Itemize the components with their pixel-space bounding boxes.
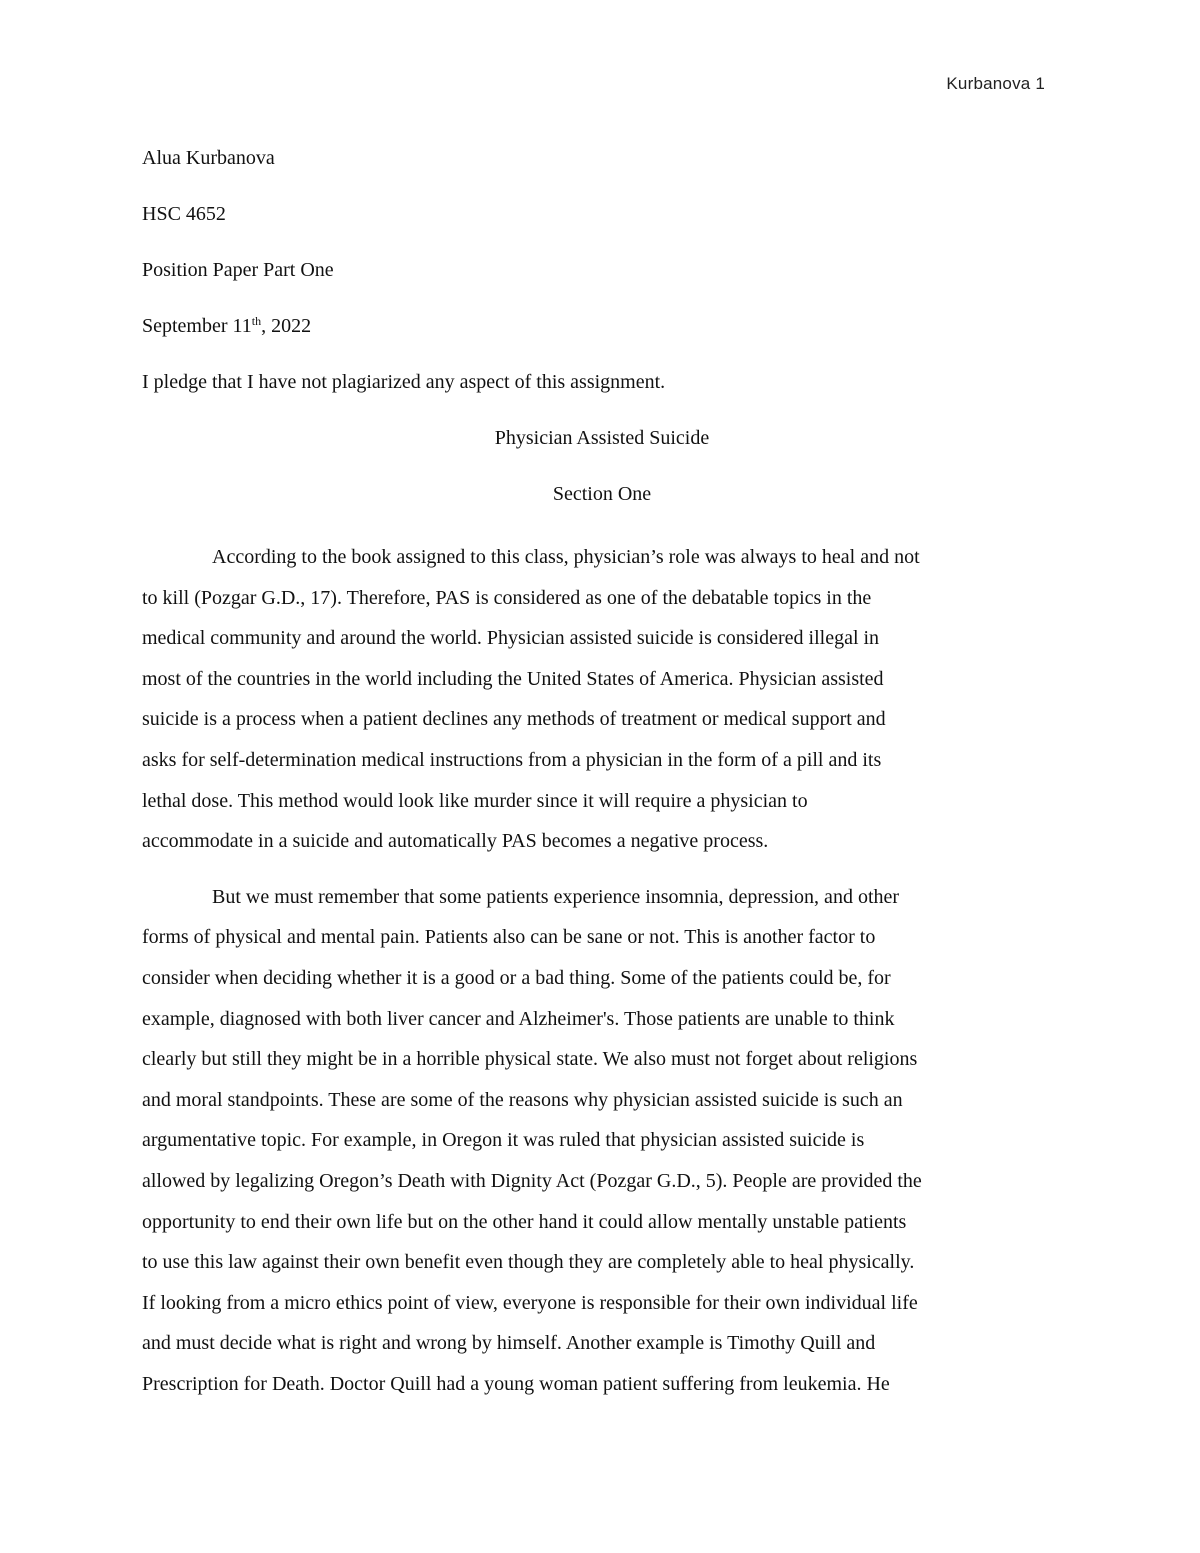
paragraph-line: medical community and around the world. Physician assisted suicide is considered illegal in — [142, 627, 880, 650]
paragraph-line: most of the countries in the world including the United States of America. Physician assisted — [142, 667, 884, 690]
pledge-statement: I pledge that I have not plagiarized any aspect of this assignment. — [142, 371, 666, 393]
paragraph-line: example, diagnosed with both liver cancer and Alzheimer's. Those patients are unable to think — [142, 1007, 895, 1030]
paper-title: Physician Assisted Suicide — [494, 427, 710, 449]
paragraph-line: But we must remember that some patients experience insomnia, depression, and other — [212, 885, 900, 908]
paragraph-line: accommodate in a suicide and automatically PAS becomes a negative process. — [142, 830, 769, 853]
paragraph-line: and must decide what is right and wrong by himself. Another example is Timothy Quill and — [142, 1332, 876, 1355]
paragraph-line: suicide is a process when a patient declines any methods of treatment or medical support and — [142, 708, 886, 731]
paragraph-line: to kill (Pozgar G.D., 17). Therefore, PAS is considered as one of the debatable topics in the — [142, 586, 872, 609]
paragraph-line: to use this law against their own benefit even though they are completely able to heal physically. — [142, 1251, 915, 1274]
assignment-name: Position Paper Part One — [142, 259, 334, 281]
paragraph-line: opportunity to end their own life but on the other hand it could allow mentally unstable patients — [142, 1210, 907, 1233]
body-text — [142, 537, 1062, 1419]
course-code: HSC 4652 — [142, 203, 226, 225]
heading-block — [142, 144, 1062, 536]
paragraph-line: allowed by legalizing Oregon’s Death with Dignity Act (Pozgar G.D., 5). People are provided the — [142, 1169, 922, 1192]
author-name: Alua Kurbanova — [142, 147, 275, 169]
date-suffix: , 2022 — [261, 315, 312, 337]
paragraph-line: asks for self-determination medical instructions from a physician in the form of a pill and its — [142, 748, 882, 771]
paragraph-line: According to the book assigned to this class, physician’s role was always to heal and not — [212, 546, 920, 568]
paragraph-line: lethal dose. This method would look like murder since it will require a physician to — [142, 789, 808, 812]
paragraph-line: Prescription for Death. Doctor Quill had a young woman patient suffering from leukemia. He — [142, 1372, 890, 1395]
date-line — [142, 312, 1062, 340]
section-heading: Section One — [552, 483, 652, 505]
paragraph-line: and moral standpoints. These are some of the reasons why physician assisted suicide is such an — [142, 1088, 903, 1111]
paragraph-line: clearly but still they might be in a horrible physical state. We also must not forget about religions — [142, 1048, 918, 1071]
paragraph-line: If looking from a micro ethics point of view, everyone is responsible for their own individual life — [142, 1291, 918, 1314]
paragraph-1 — [142, 537, 1062, 862]
paragraph-line: consider when deciding whether it is a good or a bad thing. Some of the patients could be, for — [142, 966, 891, 989]
date-ordinal-suffix: th — [251, 314, 262, 328]
date-prefix: September 11 — [142, 315, 252, 337]
paragraph-2 — [142, 877, 1062, 1405]
paragraph-line: argumentative topic. For example, in Oregon it was ruled that physician assisted suicide is — [142, 1129, 865, 1152]
paragraph-line: forms of physical and mental pain. Patients also can be sane or not. This is another factor to — [142, 926, 876, 949]
running-header: Kurbanova 1 — [946, 74, 1045, 93]
